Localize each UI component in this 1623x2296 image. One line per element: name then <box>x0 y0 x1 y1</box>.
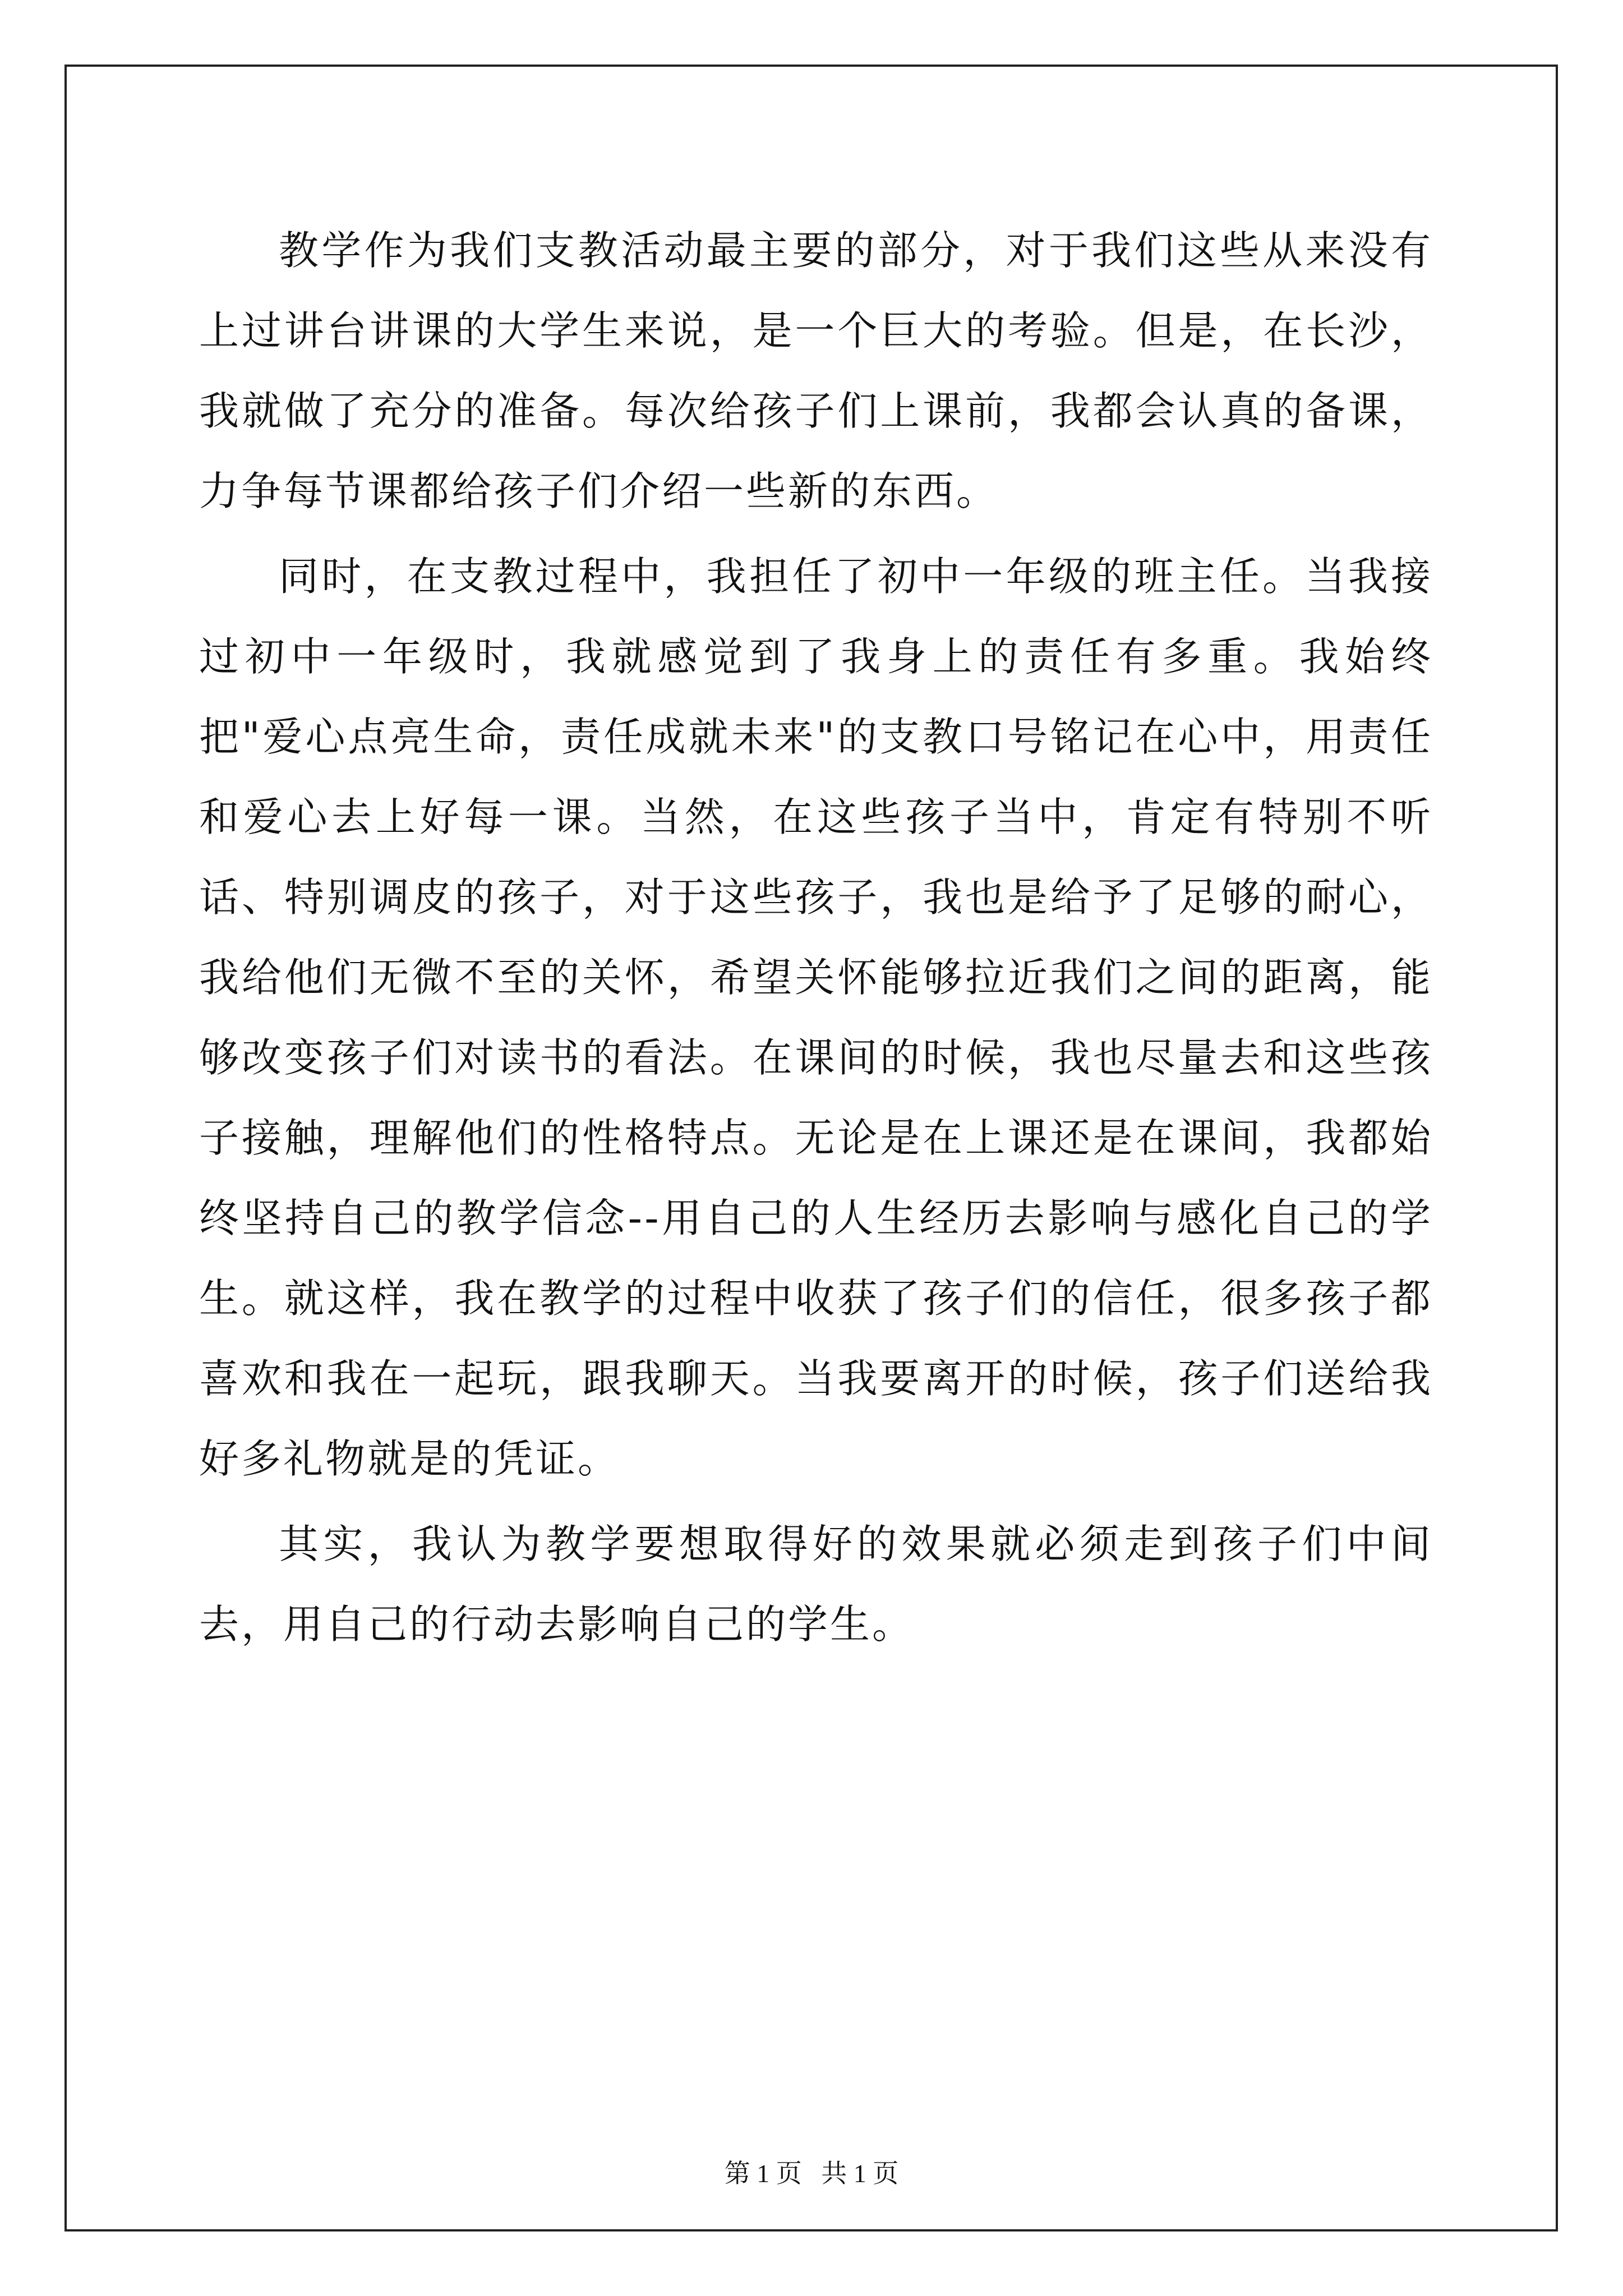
paragraph-2: 同时，在支教过程中，我担任了初中一年级的班主任。当我接过初中一年级时，我就感觉到了我身上的责任有多重。我始终把"爱心点亮生命，责任成就未来"的支教口号铭记在心中，用责任和爱心去上好每一课。当然，在这些孩子当中，肯定有特别不听话、特别调皮的孩子，对于这些孩子，我也是给予了足够的耐心，我给他们无微不至的关怀，希望关怀能够拉近我们之间的距离，能够改变孩子们对读书的看法。在课间的时候，我也尽量去和这些孩子接触，理解他们的性格特点。无论是在上课还是在课间，我都始终坚持自己的教学信念--用自己的人生经历去影响与感化自己的学生。就这样，我在教学的过程中收获了孩子们的信任，很多孩子都喜欢和我在一起玩，跟我聊天。当我要离开的时候，孩子们送给我好多礼物就是的凭证。 <box>199 553 1433 1482</box>
document-body <box>199 210 1433 1664</box>
paragraph-3: 其实，我认为教学要想取得好的效果就必须走到孩子们中间去，用自己的行动去影响自己的学生。 <box>199 1521 1433 1648</box>
page-number-footer: 第 1 页 共 1 页 <box>724 2159 899 2188</box>
paragraph-1: 教学作为我们支教活动最主要的部分，对于我们这些从来没有上过讲台讲课的大学生来说，是一个巨大的考验。但是，在长沙，我就做了充分的准备。每次给孩子们上课前，我都会认真的备课，力争每节课都给孩子们介绍一些新的东西。 <box>199 227 1433 514</box>
